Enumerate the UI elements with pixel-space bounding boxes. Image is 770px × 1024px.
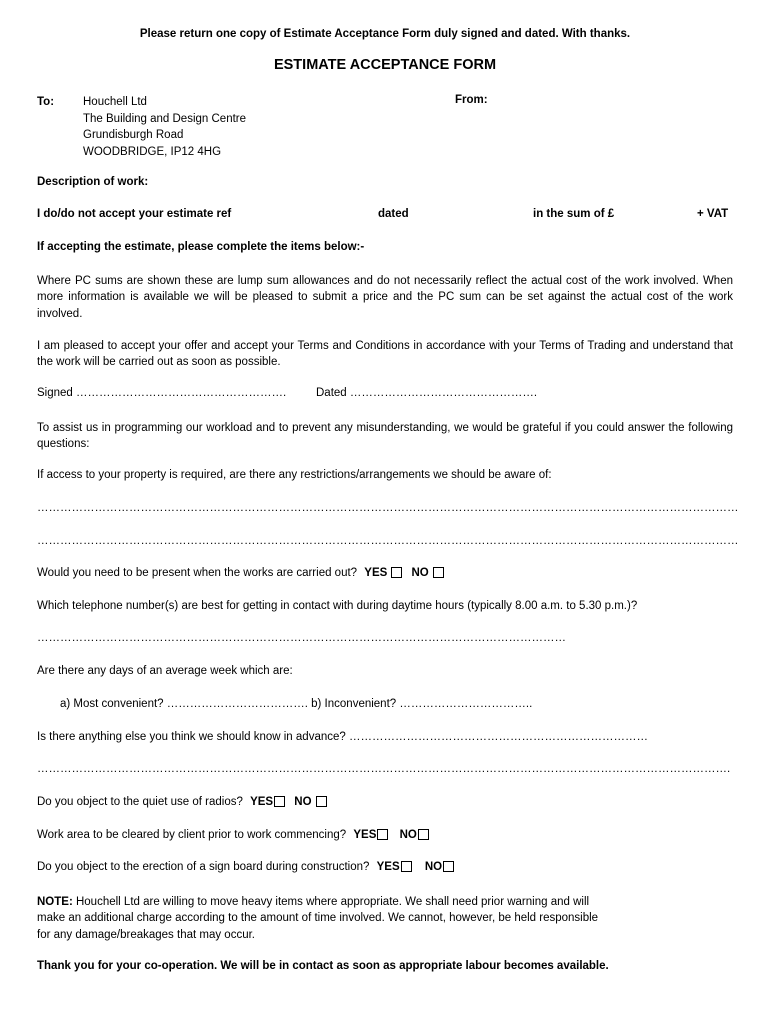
signboard-yes-checkbox[interactable] bbox=[401, 861, 412, 872]
yes-label: YES bbox=[250, 796, 274, 808]
phone-question: Which telephone number(s) are best for getting in contact with during daytime hours (typically 8.00 a.m. to 5.30 p.m.)? bbox=[37, 600, 638, 612]
yes-label: YES bbox=[364, 567, 388, 579]
anything-else-answer-line[interactable]: ………………………………………………………………………………………………………………………………………………………………. bbox=[37, 763, 731, 775]
note-text: Houchell Ltd are willing to move heavy items where appropriate. We shall need prior warning and will bbox=[72, 896, 590, 908]
signed-field[interactable]: Signed ………………………………………………. bbox=[37, 387, 287, 399]
phone-answer-line[interactable]: ………………………………………………………………………………………………………………………… bbox=[37, 632, 566, 644]
radios-no-checkbox[interactable] bbox=[316, 796, 327, 807]
yes-label: YES bbox=[376, 861, 400, 873]
signboard-question: Do you object to the erection of a sign board during construction? bbox=[37, 861, 370, 873]
note-text: for any damage/breakages that may occur. bbox=[37, 928, 255, 941]
cleared-yes-checkbox[interactable] bbox=[377, 829, 388, 840]
days-question: Are there any days of an average week which are: bbox=[37, 665, 293, 677]
assist-paragraph: To assist us in programming our workload and to prevent any misunderstanding, we would be grateful if you could answer the following questions: bbox=[37, 422, 733, 451]
page-title: ESTIMATE ACCEPTANCE FORM bbox=[273, 57, 497, 73]
no-label: NO bbox=[411, 567, 429, 579]
access-answer-line[interactable]: ………………………………………………………………………………………………………………………………………………………………… bbox=[37, 535, 739, 547]
convenient-days-line[interactable]: a) Most convenient? ………………………………. b) Inconvenient? …………………………….. bbox=[60, 698, 533, 710]
present-yes-checkbox[interactable] bbox=[391, 567, 402, 578]
radios-question: Do you object to the quiet use of radios? bbox=[37, 796, 243, 808]
thanks-text: Thank you for your co-operation. We will be in contact as soon as appropriate labour becomes available. bbox=[37, 960, 609, 972]
accept-dated-label: dated bbox=[378, 208, 409, 220]
no-label: NO bbox=[399, 829, 417, 841]
accepting-heading: If accepting the estimate, please complete the items below:- bbox=[37, 241, 365, 253]
address-line: Grundisburgh Road bbox=[83, 129, 184, 141]
signboard-no-checkbox[interactable] bbox=[443, 861, 454, 872]
present-question: Would you need to be present when the works are carried out? bbox=[37, 567, 358, 579]
from-label: From: bbox=[455, 94, 488, 106]
header-note: Please return one copy of Estimate Acceptance Form duly signed and dated. With thanks. bbox=[139, 28, 631, 40]
pc-sums-paragraph: Where PC sums are shown these are lump sum allowances and do not necessarily reflect the actual cost of the work involved. When more information is available we will be pleased to submit a price and the PC sum can be set against the actual cost of the work involved. bbox=[37, 275, 733, 320]
no-label: NO bbox=[424, 861, 443, 873]
radios-question-row bbox=[37, 796, 327, 808]
note-text: make an additional charge according to the amount of time involved. We cannot, however, be held responsible bbox=[37, 912, 599, 925]
accept-sum-label: in the sum of £ bbox=[533, 208, 615, 220]
accept-ref-label: I do/do not accept your estimate ref bbox=[37, 208, 232, 220]
cleared-question: Work area to be cleared by client prior to work commencing? bbox=[37, 829, 347, 841]
access-question: If access to your property is required, are there any restrictions/arrangements we should be aware of: bbox=[37, 469, 552, 481]
to-label: To: bbox=[37, 96, 55, 108]
address-line: The Building and Design Centre bbox=[83, 112, 247, 125]
description-label: Description of work: bbox=[37, 176, 149, 188]
accept-vat-label: + VAT bbox=[697, 208, 729, 220]
yes-label: YES bbox=[353, 829, 377, 841]
cleared-question-row bbox=[37, 829, 429, 841]
address-line: Houchell Ltd bbox=[83, 96, 147, 108]
note-label: NOTE: bbox=[37, 896, 73, 908]
terms-paragraph: I am pleased to accept your offer and accept your Terms and Conditions in accordance with your Terms of Trading and understand that the work will be carried out as soon as possible. bbox=[37, 340, 733, 369]
radios-yes-checkbox[interactable] bbox=[274, 796, 285, 807]
no-label: NO bbox=[294, 796, 312, 808]
note-block bbox=[37, 894, 598, 943]
access-answer-line[interactable]: ………………………………………………………………………………………………………………………………………………………………… bbox=[37, 502, 739, 514]
recipient-address bbox=[83, 94, 246, 160]
cleared-no-checkbox[interactable] bbox=[418, 829, 429, 840]
present-no-checkbox[interactable] bbox=[433, 567, 444, 578]
dated-field[interactable]: Dated …………………………………………. bbox=[316, 387, 538, 399]
signboard-question-row bbox=[37, 861, 454, 873]
present-question-row bbox=[37, 567, 444, 579]
anything-else-line[interactable]: Is there anything else you think we should know in advance? …………………………………………………………………… bbox=[37, 731, 648, 743]
address-line: WOODBRIDGE, IP12 4HG bbox=[83, 145, 222, 158]
